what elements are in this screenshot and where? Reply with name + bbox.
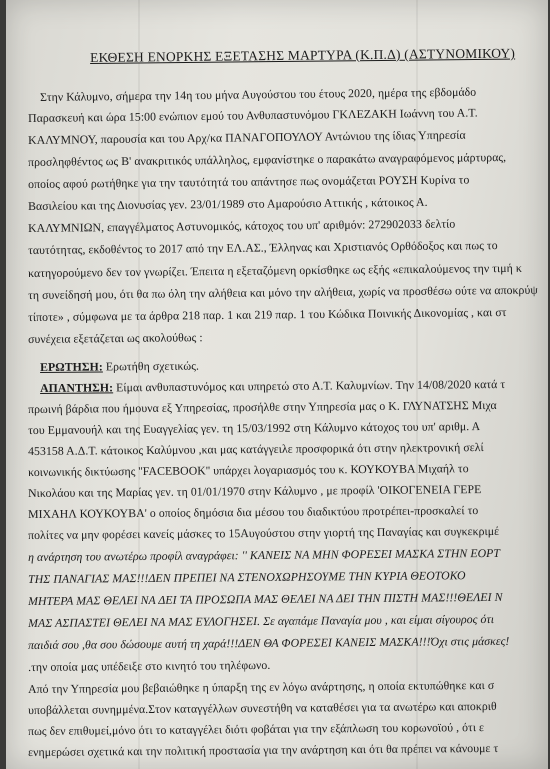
- intro-line: προσληφθέντος ως Β' ανακριτικός υπάλληλος, εμφανίστηκε ο παρακάτω αναγραφόμενος μάρτυρας,: [28, 149, 507, 169]
- answer-line: [40, 377, 505, 396]
- intro-line: ΚΑΛΥΜΝΙΩΝ, επαγγέλματος Αστυνομικός, κάτοχος του υπ' αριθμόν: 272902033 δελτίο: [28, 216, 456, 235]
- answer-line: Από την Υπηρεσία μου βεβαιώθηκε η ύπαρξη της εν λόγω ανάρτησης, η οποία εκτυπώθηκε και σ: [28, 677, 495, 696]
- intro-line: Στην Κάλυμνο, σήμερα την 14η του μήνα Αυγούστου του έτους 2020, ημέρα της εβδομάδο: [40, 84, 477, 104]
- answer-line: παιδιά σου ,θα σου δώσουμε αυτή τη χαρά!!!ΔΕΝ ΘΑ ΦΟΡΕΣΕΙ ΚΑΝΕΙΣ ΜΑΣΚΑ!!!Όχι στις μάσκες!: [28, 633, 510, 652]
- intro-line: ΚΑΛΥΜΝΟΥ, παρουσία και του Αρχ/κα ΠΑΝΑΓΟΠΟΥΛΟΥ Αντώνιου της ίδιας Υπηρεσία: [28, 127, 466, 147]
- answer-line: κοινωνικής δικτύωσης ''FACEBOOK'' υπάρχει λογαριασμός του κ. ΚΟΥΚΟΥΒΑ Μιχαήλ το: [28, 461, 469, 479]
- answer-line: υποβάλλεται συνημμένα.Στον καταγγέλλων συνεστήθη να καταθέσει για τα ανωτέρω και αποκριθ: [28, 698, 497, 717]
- answer-text: Είμαι ανθυπαστυνόμος και υπηρετώ στο Α.Τ. Καλυμνίων. Την 14/08/2020 κατά τ: [113, 376, 506, 395]
- answer-line: πολίτες να μην φορέσει κανείς μάσκες το 15Αυγούστου στην γιορτή της Παναγίας και συγκεκριμέ: [28, 523, 500, 542]
- answer-line: ΜΙΧΑΗΛ ΚΟΥΚΟΥΒΑ' ο οποίος δημόσια δια μέσου του διαδικτύου προτρέπει-προσκαλεί το: [28, 503, 479, 521]
- intro-line: κατηγορούμενο δεν τον γνωρίζει. Έπειτα η εξεταζόμενη ορκίσθηκε ως εξής «επικαλούμενος την τιμή κ: [28, 260, 522, 280]
- answer-line: του Εμμανουήλ και της Ευαγγελίας γεν. τη 15/03/1992 στη Κάλυμνο κάτοχος του υπ' αριθμ. Α: [28, 419, 481, 437]
- answer-line: η ανάρτηση του ανωτέρω προφίλ αναγράφει: '' ΚΑΝΕΙΣ ΝΑ ΜΗΝ ΦΟΡΕΣΕΙ ΜΑΣΚΑ ΣΤΗΝ ΕΟΡΤ: [28, 545, 501, 564]
- intro-line: ταυτότητας, εκδοθέντος το 2017 από την ΕΛ.ΑΣ., Έλληνας και Χριστιανός Ορθόδοξος και πως το: [28, 238, 498, 257]
- document-page: [6, 0, 548, 769]
- answer-label: ΑΠΑΝΤΗΣΗ:: [40, 380, 114, 395]
- answer-line: ΜΗΤΕΡΑ ΜΑΣ ΘΕΛΕΙ ΝΑ ΔΕΙ ΤΑ ΠΡΟΣΩΠΑ ΜΑΣ ΘΕΛΕΙ ΝΑ ΔΕΙ ΤΗΝ ΠΙΣΤΗ ΜΑΣ!!!ΘΕΛΕΙ Ν: [28, 589, 503, 608]
- intro-line: Βασιλείου και της Διονυσίας γεν. 23/01/1989 στο Αμαρούσιο Αττικής , κάτοικος Α.: [28, 194, 428, 213]
- intro-line: Παρασκευή και ώρα 15:00 ενώπιον εμού του Ανθυπαστυνόμου ΓΚΛΕΖΑΚΗ Ιωάννη του Α.Τ.: [28, 105, 478, 125]
- answer-line: ενημερώσει σχετικά και την πολιτική προστασία για την ανάρτηση και ότι θα πρέπει να κάνουμε τ: [28, 740, 499, 759]
- answer-line: πως δεν επιθυμεί,μόνο ότι το καταγγέλει διότι φοβάται για την εξάπλωση του κορωνοϊού , ότι ε: [28, 720, 485, 738]
- answer-line: ΜΑΣ ΑΣΠΑΣΤΕΙ ΘΕΛΕΙ ΝΑ ΜΑΣ ΕΥΛΟΓΗΣΕΙ. Σε αγαπάμε Παναγία μου , και είμαι σίγουρος ότι: [28, 611, 495, 630]
- intro-line: οποίος αφού ρωτήθηκε για την ταυτότητά του απάντησε πως ονομάζεται ΡΟΥΣΗ Κυρίνα το: [28, 172, 470, 191]
- answer-line: ΤΗΣ ΠΑΝΑΓΙΑΣ ΜΑΣ!!!ΔΕΝ ΠΡΕΠΕΙ ΝΑ ΣΤΕΝΟΧΩΡΗΣΟΥΜΕ ΤΗΝ ΚΥΡΙΑ ΘΕΟΤΟΚΟ: [28, 568, 466, 586]
- question-label: ΕΡΩΤΗΣΗ:: [40, 359, 103, 374]
- question-line: [40, 359, 199, 375]
- intro-line: τίποτε» , σύμφωνα με τα άρθρα 218 παρ. 1 και 219 παρ. 1 του Κώδικα Ποινικής Δικονομίας , και στ: [28, 304, 507, 324]
- document-title: ΕΚΘΕΣΗ ΕΝΟΡΚΗΣ ΕΞΕΤΑΣΗΣ ΜΑΡΤΥΡΑ (Κ.Π.Δ) (ΑΣΤΥΝΟΜΙΚΟΥ): [90, 45, 516, 65]
- answer-line: .την οποία μας υπέδειξε στο κινητό του τηλέφωνο.: [28, 657, 271, 674]
- answer-line: Νικολάου και της Μαρίας γεν. τη 01/01/1970 στην Κάλυμνο , με προφίλ 'ΟΙΚΟΓΕΝΕΙΑ ΓΕΡΕ: [28, 482, 482, 500]
- intro-line: συνέχεια εξετάζεται ως ακολούθως :: [28, 330, 203, 346]
- answer-line: 453158 Α.Δ.Τ. κάτοικος Καλύμνου ,και μας κατάγγειλε προσφορικά ότι στην ηλεκτρονική σελί: [28, 440, 484, 458]
- answer-line: πρωινή βάρδια που ήμουνα εξ Υπηρεσίας, προσήλθε στην Υπηρεσία μας ο Κ. ΓΛΥΝΑΤΣΗΣ Μιχα: [28, 397, 497, 416]
- question-text: Ερωτήθη σχετικώς.: [102, 358, 199, 374]
- intro-line: τη συνείδησή μου, ότι θα πω όλη την αλήθεια και μόνο την αλήθεια, χωρίς να προσθέσω ούτε να αποκρύψ: [28, 282, 538, 302]
